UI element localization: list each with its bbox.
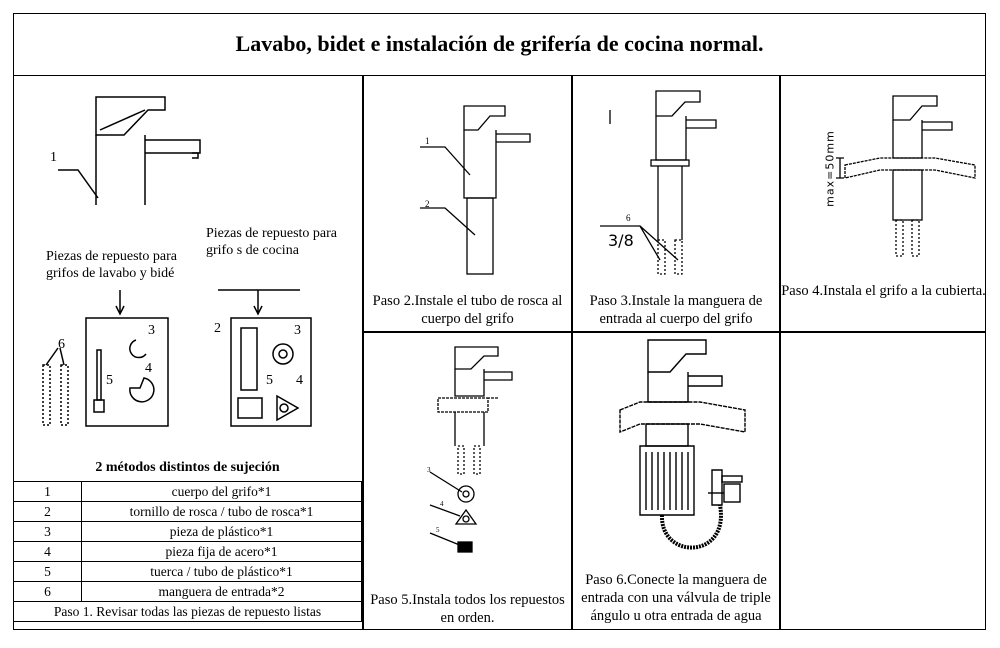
- step2-label-1: 1: [425, 136, 430, 146]
- row-number: 5: [14, 562, 82, 582]
- step5-caption: Paso 5.Instala todos los repuestos en orden.: [370, 592, 565, 626]
- part-label-4: 4: [296, 373, 303, 388]
- step5-label-4: 4: [440, 500, 444, 508]
- part-label-2: 2: [214, 321, 221, 336]
- part-label-3: 3: [294, 323, 301, 338]
- row-desc: pieza fija de acero*1: [82, 542, 362, 562]
- step3-label-size: 3/8: [608, 231, 634, 250]
- row-number: 6: [14, 582, 82, 602]
- row-desc: tuerca / tubo de plástico*1: [82, 562, 362, 582]
- part-label-1: 1: [50, 150, 57, 165]
- step3-label-6: 6: [626, 213, 631, 223]
- row-number: 2: [14, 502, 82, 522]
- step5-label-3: 3: [427, 466, 431, 474]
- part-label-3: 3: [148, 323, 155, 338]
- part-label-4: 4: [145, 361, 152, 376]
- step2-caption: Paso 2.Instale el tubo de rosca al cuerpo del grifo: [372, 293, 563, 327]
- row-number: 4: [14, 542, 82, 562]
- table-title: 2 métodos distintos de sujeción: [95, 460, 280, 475]
- step2-label-2: 2: [425, 199, 430, 209]
- row-desc: manguera de entrada*2: [82, 582, 362, 602]
- step4-caption: Paso 4.Instala el grifo a la cubierta.: [781, 283, 986, 299]
- part-label-5: 5: [266, 373, 273, 388]
- step5-label-5: 5: [436, 526, 440, 534]
- step4-max-label: max=50mm: [823, 130, 837, 207]
- row-desc: tornillo de rosca / tubo de rosca*1: [82, 502, 362, 522]
- step3-caption: Paso 3.Instale la manguera de entrada al cuerpo del grifo: [589, 293, 763, 327]
- row-number: 3: [14, 522, 82, 542]
- part-label-5: 5: [106, 373, 113, 388]
- step6-caption: Paso 6.Conecte la manguera de entrada con una válvula de triple ángulo u otra entrada de agua: [581, 572, 771, 624]
- part-label-6: 6: [58, 337, 65, 352]
- step1-caption: Paso 1. Revisar todas las piezas de repuesto listas: [14, 602, 362, 622]
- bath-parts-label: Piezas de repuesto para grifos de lavabo y bidé: [46, 249, 177, 281]
- row-desc: pieza de plástico*1: [82, 522, 362, 542]
- page-title: Lavabo, bidet e instalación de grifería de cocina normal.: [13, 13, 986, 76]
- row-desc: cuerpo del grifo*1: [82, 482, 362, 502]
- kitchen-parts-label: Piezas de repuesto para grifo s de cocina: [206, 226, 337, 258]
- row-number: 1: [14, 482, 82, 502]
